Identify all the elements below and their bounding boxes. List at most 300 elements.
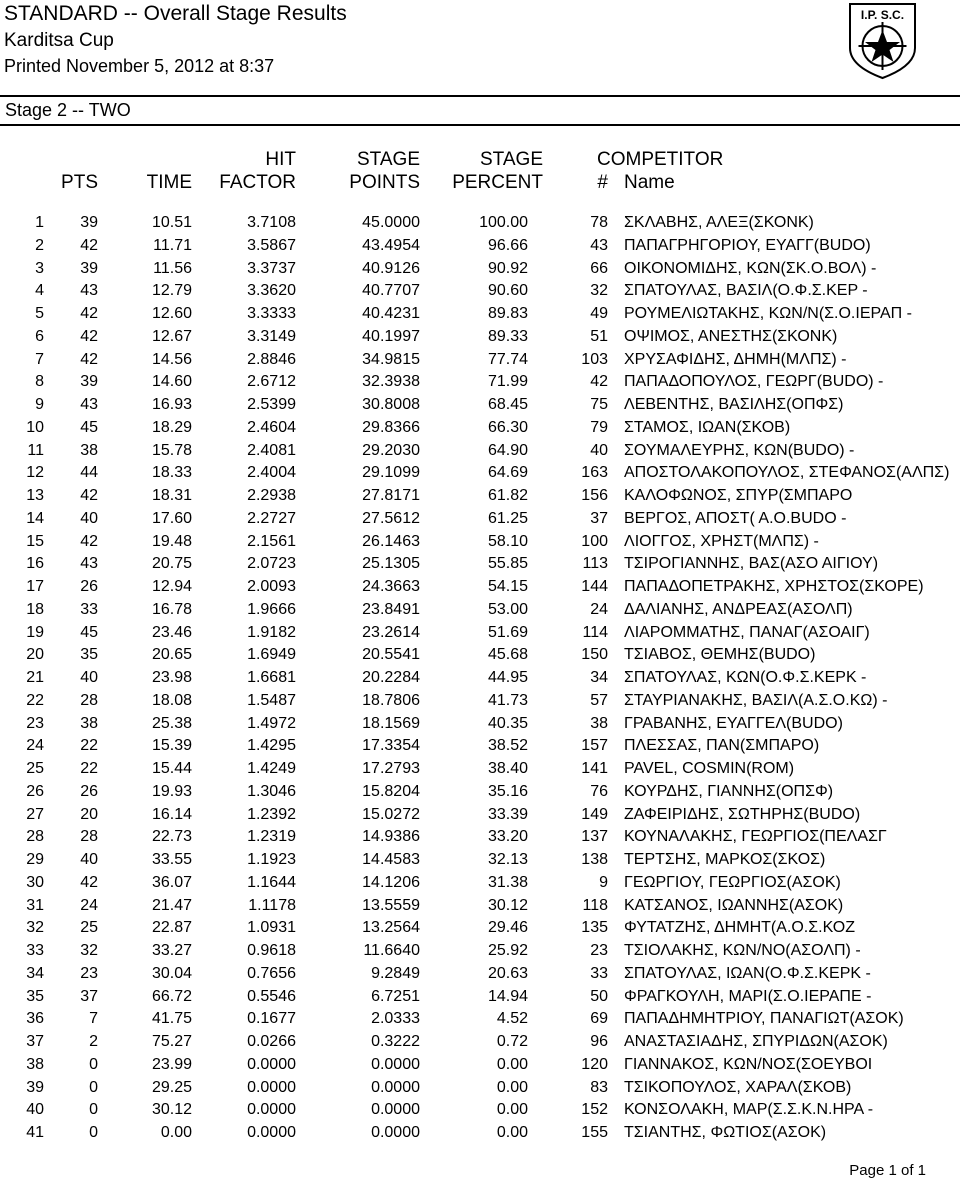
competitor-number-cell: 24 — [590, 600, 608, 618]
time-cell: 11.56 — [153, 259, 192, 277]
competitor-number-cell: 9 — [599, 873, 608, 891]
pts-cell: 20 — [80, 805, 98, 823]
stage-percent-cell: 0.00 — [496, 1055, 528, 1073]
col-competitor: COMPETITOR — [597, 149, 724, 170]
time-cell: 36.07 — [151, 873, 192, 891]
pts-cell: 40 — [80, 851, 98, 868]
stage-percent-cell: 61.25 — [487, 509, 528, 527]
competitor-name-cell: ΧΡΥΣΑΦΙΔΗΣ, ΔΗΜΗ(ΜΛΠΣ) - — [624, 350, 847, 368]
place-cell: 1 — [35, 214, 44, 231]
competitor-name-cell: ΒΕΡΓΟΣ, ΑΠΟΣΤ( Α.Ο.BUDO - — [624, 509, 847, 527]
pts-cell: 28 — [80, 691, 98, 709]
time-cell: 23.99 — [151, 1055, 192, 1073]
table-row — [0, 439, 960, 462]
competitor-name-cell: ΠΑΠΑΓΡΗΓΟΡΙΟΥ, ΕΥΑΓΓ(BUDO) — [624, 236, 871, 254]
time-cell: 16.93 — [151, 396, 192, 413]
hit-factor-cell: 1.3046 — [247, 782, 296, 800]
place-cell: 6 — [35, 327, 44, 345]
printed-date: Printed November 5, 2012 at 8:37 — [4, 56, 275, 76]
stage-points-cell: 13.2564 — [362, 919, 420, 937]
competitor-number-cell: 42 — [590, 373, 608, 391]
place-cell: 34 — [26, 964, 44, 982]
place-cell: 21 — [26, 669, 44, 686]
table-row — [0, 712, 960, 735]
place-cell: 41 — [26, 1124, 44, 1141]
pts-cell: 22 — [80, 737, 98, 755]
competitor-name-cell: ΤΣΙΟΛΑΚΗΣ, ΚΩΝ/ΝΟ(ΑΣΟΛΠ) - — [624, 942, 861, 959]
time-cell: 19.93 — [151, 782, 192, 800]
pts-cell: 0 — [89, 1078, 98, 1096]
place-cell: 23 — [26, 714, 44, 732]
competitor-name-cell: ΡΟΥΜΕΛΙΩΤΑΚΗΣ, ΚΩΝ/Ν(Σ.Ο.ΙΕΡΑΠ - — [624, 305, 912, 322]
place-cell: 36 — [26, 1010, 44, 1028]
competitor-name-cell: ΚΑΛΟΦΩΝΟΣ, ΣΠΥΡ(ΣΜΠΑΡΟ — [624, 487, 853, 504]
competitor-name-cell: ΔΑΛΙΑΝΗΣ, ΑΝΔΡΕΑΣ(ΑΣΟΛΠ) — [624, 600, 853, 618]
pts-cell: 22 — [80, 760, 98, 777]
stage-points-cell: 2.0333 — [371, 1010, 420, 1028]
time-cell: 12.94 — [151, 578, 192, 595]
competitor-number-cell: 114 — [582, 623, 608, 641]
competitor-name-cell: ΠΛΕΣΣΑΣ, ΠΑΝ(ΣΜΠΑΡΟ) — [624, 737, 820, 755]
place-cell: 27 — [26, 805, 44, 823]
competitor-number-cell: 155 — [581, 1124, 608, 1141]
stage-percent-cell: 89.33 — [487, 327, 528, 345]
competitor-number-cell: 51 — [590, 327, 608, 345]
competitor-number-cell: 157 — [581, 737, 608, 755]
stage-points-cell: 23.8491 — [362, 600, 420, 618]
competitor-number-cell: 120 — [581, 1055, 608, 1073]
hit-factor-cell: 3.3620 — [247, 282, 296, 300]
place-cell: 20 — [26, 646, 44, 664]
hit-factor-cell: 0.0000 — [247, 1055, 296, 1073]
pts-cell: 43 — [80, 555, 98, 573]
stage-percent-cell: 38.52 — [487, 737, 528, 755]
pts-cell: 38 — [80, 441, 98, 459]
hit-factor-cell: 0.0000 — [247, 1078, 296, 1096]
time-cell: 33.55 — [151, 851, 192, 868]
table-row — [0, 302, 960, 325]
col-hit-factor-line2: FACTOR — [219, 172, 296, 193]
table-row — [0, 939, 960, 962]
place-cell: 8 — [35, 373, 44, 391]
place-cell: 3 — [35, 259, 44, 277]
hit-factor-cell: 1.0931 — [247, 919, 296, 937]
hit-factor-cell: 1.6949 — [247, 646, 296, 664]
competitor-name-cell: ΚΟΝΣΟΛΑΚΗ, ΜΑΡ(Σ.Σ.Κ.Ν.ΗΡΑ - — [624, 1101, 874, 1119]
hit-factor-cell: 1.9182 — [247, 623, 296, 641]
hit-factor-cell: 1.1178 — [248, 896, 296, 914]
stage-points-cell: 30.8008 — [362, 396, 420, 413]
stage-points-cell: 0.0000 — [371, 1101, 420, 1119]
pts-cell: 33 — [80, 600, 98, 618]
stage-points-cell: 6.7251 — [371, 987, 420, 1005]
competitor-name-cell: ΣΤΑΥΡΙΑΝΑΚΗΣ, ΒΑΣΙΛ(Α.Σ.Ο.ΚΩ) - — [624, 691, 888, 709]
pts-cell: 45 — [80, 418, 98, 436]
time-cell: 22.87 — [151, 919, 192, 937]
col-stage-percent-line1: STAGE — [480, 149, 543, 170]
col-name: Name — [624, 172, 675, 193]
stage-percent-cell: 90.92 — [487, 259, 528, 277]
place-cell: 19 — [26, 623, 44, 641]
stage-percent-cell: 96.66 — [487, 236, 528, 254]
competitor-name-cell: ΑΝΑΣΤΑΣΙΑΔΗΣ, ΣΠΥΡΙΔΩΝ(ΑΣΟΚ) — [624, 1033, 888, 1050]
time-cell: 14.56 — [151, 350, 192, 368]
competitor-name-cell: ΠΑΠΑΔΟΠΕΤΡΑΚΗΣ, ΧΡΗΣΤΟΣ(ΣΚΟΡΕ) — [624, 578, 924, 595]
hit-factor-cell: 2.0723 — [247, 555, 296, 573]
table-row — [0, 1053, 960, 1076]
stage-points-cell: 20.2284 — [362, 669, 420, 686]
place-cell: 11 — [27, 441, 44, 459]
place-cell: 14 — [26, 509, 44, 527]
competitor-number-cell: 33 — [590, 964, 608, 982]
stage-percent-cell: 66.30 — [487, 418, 528, 436]
hit-factor-cell: 3.3737 — [247, 259, 296, 277]
competitor-number-cell: 23 — [590, 942, 608, 959]
hit-factor-cell: 1.4249 — [247, 760, 296, 777]
competitor-name-cell: ΓΕΩΡΓΙΟΥ, ΓΕΩΡΓΙΟΣ(ΑΣΟΚ) — [624, 873, 841, 891]
stage-points-cell: 29.8366 — [362, 418, 420, 436]
hit-factor-cell: 2.4081 — [247, 441, 296, 459]
stage-percent-cell: 33.20 — [487, 828, 528, 846]
hit-factor-cell: 2.0093 — [247, 578, 296, 595]
competitor-name-cell: ΖΑΦΕΙΡΙΔΗΣ, ΣΩΤΗΡΗΣ(BUDO) — [624, 805, 861, 823]
competitor-name-cell: ΦΥΤΑΤΖΗΣ, ΔΗΜΗΤ(Α.Ο.Σ.ΚΟΖ — [624, 919, 855, 937]
time-cell: 66.72 — [151, 987, 192, 1005]
stage-percent-cell: 45.68 — [487, 646, 528, 664]
stage-percent-cell: 53.00 — [487, 600, 528, 618]
table-row — [0, 211, 960, 234]
competitor-name-cell: ΣΠΑΤΟΥΛΑΣ, ΒΑΣΙΛ(Ο.Φ.Σ.ΚΕΡ - — [624, 282, 868, 300]
hit-factor-cell: 2.5399 — [247, 396, 296, 413]
time-cell: 12.67 — [151, 327, 192, 345]
competitor-number-cell: 144 — [581, 578, 608, 595]
pts-cell: 40 — [80, 669, 98, 686]
svg-text:I.P. S.C.: I.P. S.C. — [860, 8, 905, 22]
competitor-name-cell: PAVEL, COSMIN(ROM) — [624, 760, 795, 777]
table-row — [0, 325, 960, 348]
stage-percent-cell: 44.95 — [487, 669, 528, 686]
competitor-number-cell: 49 — [590, 305, 608, 322]
place-cell: 12 — [26, 464, 44, 482]
hit-factor-cell: 3.3149 — [247, 327, 296, 345]
table-row — [0, 348, 960, 371]
stage-points-cell: 14.4583 — [362, 851, 420, 868]
col-number: # — [597, 172, 608, 193]
competitor-name-cell: ΤΣΙΑΒΟΣ, ΘΕΜΗΣ(BUDO) — [624, 646, 816, 664]
stage-percent-cell: 64.69 — [487, 464, 528, 482]
competitor-number-cell: 138 — [581, 851, 608, 868]
stage-points-cell: 18.1569 — [362, 714, 420, 732]
stage-points-cell: 40.4231 — [362, 305, 420, 322]
competitor-number-cell: 152 — [581, 1101, 608, 1119]
pts-cell: 42 — [80, 487, 98, 504]
pts-cell: 42 — [80, 236, 98, 254]
competitor-number-cell: 83 — [590, 1078, 608, 1096]
competitor-name-cell: ΛΕΒΕΝΤΗΣ, ΒΑΣΙΛΗΣ(ΟΠΦΣ) — [624, 396, 844, 413]
competitor-number-cell: 96 — [590, 1033, 608, 1050]
table-row — [0, 1098, 960, 1121]
table-row — [0, 780, 960, 803]
stage-percent-cell: 41.73 — [487, 691, 528, 709]
competitor-number-cell: 66 — [590, 259, 608, 277]
stage-points-cell: 27.5612 — [362, 509, 420, 527]
competitor-number-cell: 50 — [590, 987, 608, 1005]
competitor-name-cell: ΤΣΙΚΟΠΟΥΛΟΣ, ΧΑΡΑΛ(ΣΚΟΒ) — [624, 1078, 852, 1096]
table-row — [0, 1007, 960, 1030]
place-cell: 40 — [26, 1101, 44, 1119]
competitor-name-cell: ΛΙΟΓΓΟΣ, ΧΡΗΣΤ(ΜΛΠΣ) - — [624, 532, 819, 550]
place-cell: 31 — [26, 896, 44, 914]
table-row — [0, 643, 960, 666]
hit-factor-cell: 0.1677 — [247, 1010, 296, 1028]
table-row — [0, 393, 960, 416]
time-cell: 22.73 — [151, 828, 192, 846]
hit-factor-cell: 2.2938 — [247, 487, 296, 504]
competitor-number-cell: 135 — [581, 919, 608, 937]
pts-cell: 32 — [80, 942, 98, 959]
stage-percent-cell: 0.00 — [496, 1078, 528, 1096]
page-title: STANDARD -- Overall Stage Results — [4, 2, 347, 25]
competitor-number-cell: 75 — [590, 396, 608, 413]
table-row — [0, 1121, 960, 1144]
place-cell: 15 — [26, 532, 44, 550]
table-row — [0, 916, 960, 939]
stage-percent-cell: 90.60 — [487, 282, 528, 300]
stage-percent-cell: 77.74 — [487, 350, 528, 368]
hit-factor-cell: 0.0266 — [247, 1033, 296, 1050]
time-cell: 18.29 — [151, 418, 192, 436]
hit-factor-cell: 2.1561 — [247, 532, 296, 550]
place-cell: 18 — [26, 600, 44, 618]
pts-cell: 38 — [80, 714, 98, 732]
competitor-number-cell: 78 — [590, 214, 608, 231]
competitor-name-cell: ΚΑΤΣΑΝΟΣ, ΙΩΑΝΝΗΣ(ΑΣΟΚ) — [624, 896, 844, 914]
place-cell: 9 — [35, 396, 44, 413]
pts-cell: 7 — [89, 1010, 98, 1028]
time-cell: 15.39 — [151, 737, 192, 755]
pts-cell: 42 — [80, 873, 98, 891]
table-row — [0, 689, 960, 712]
match-name: Karditsa Cup — [4, 30, 114, 51]
stage-percent-cell: 38.40 — [487, 760, 528, 777]
stage-percent-cell: 32.13 — [487, 851, 528, 868]
stage-percent-cell: 20.63 — [487, 964, 528, 982]
place-cell: 25 — [26, 760, 44, 777]
hit-factor-cell: 0.7656 — [247, 964, 296, 982]
place-cell: 33 — [26, 942, 44, 959]
time-cell: 10.51 — [151, 214, 192, 231]
table-row — [0, 962, 960, 985]
pts-cell: 37 — [80, 987, 98, 1005]
competitor-number-cell: 118 — [582, 896, 608, 914]
stage-points-cell: 15.0272 — [362, 805, 420, 823]
stage-points-cell: 0.0000 — [371, 1124, 420, 1141]
col-stage-percent-line2: PERCENT — [452, 172, 543, 193]
competitor-number-cell: 32 — [590, 282, 608, 300]
hit-factor-cell: 2.2727 — [247, 509, 296, 527]
time-cell: 20.65 — [151, 646, 192, 664]
table-row — [0, 461, 960, 484]
pts-cell: 0 — [89, 1124, 98, 1141]
time-cell: 16.14 — [151, 805, 192, 823]
time-cell: 17.60 — [151, 509, 192, 527]
time-cell: 41.75 — [151, 1010, 192, 1028]
stage-percent-cell: 4.52 — [496, 1010, 528, 1028]
stage-percent-cell: 58.10 — [487, 532, 528, 550]
table-row — [0, 825, 960, 848]
time-cell: 20.75 — [151, 555, 192, 573]
hit-factor-cell: 1.2319 — [247, 828, 296, 846]
competitor-number-cell: 156 — [581, 487, 608, 504]
stage-percent-cell: 61.82 — [487, 487, 528, 504]
table-row — [0, 370, 960, 393]
pts-cell: 39 — [80, 373, 98, 391]
competitor-name-cell: ΦΡΑΓΚΟΥΛΗ, ΜΑΡΙ(Σ.Ο.ΙΕΡΑΠΕ - — [624, 987, 872, 1005]
hit-factor-cell: 1.4972 — [247, 714, 296, 732]
time-cell: 15.78 — [151, 441, 192, 459]
stage-percent-cell: 0.00 — [496, 1124, 528, 1141]
stage-points-cell: 9.2849 — [371, 964, 420, 982]
stage-points-cell: 20.5541 — [362, 646, 420, 664]
table-row — [0, 985, 960, 1008]
stage-percent-cell: 0.00 — [496, 1101, 528, 1119]
stage-percent-cell: 54.15 — [487, 578, 528, 595]
pts-cell: 24 — [80, 896, 98, 914]
page-number: Page 1 of 1 — [849, 1162, 926, 1179]
time-cell: 11.71 — [153, 236, 192, 254]
hit-factor-cell: 0.0000 — [247, 1101, 296, 1119]
time-cell: 75.27 — [151, 1033, 192, 1050]
pts-cell: 39 — [80, 214, 98, 231]
pts-cell: 26 — [80, 782, 98, 800]
stage-points-cell: 17.3354 — [362, 737, 420, 755]
place-cell: 28 — [26, 828, 44, 846]
hit-factor-cell: 2.6712 — [247, 373, 296, 391]
table-row — [0, 621, 960, 644]
time-cell: 23.98 — [151, 669, 192, 686]
time-cell: 25.38 — [151, 714, 192, 732]
time-cell: 30.04 — [151, 964, 192, 982]
competitor-number-cell: 37 — [590, 509, 608, 527]
pts-cell: 28 — [80, 828, 98, 846]
pts-cell: 35 — [80, 646, 98, 664]
competitor-name-cell: ΣΤΑΜΟΣ, ΙΩΑΝ(ΣΚΟΒ) — [624, 418, 791, 436]
competitor-name-cell: ΑΠΟΣΤΟΛΑΚΟΠΟΥΛΟΣ, ΣΤΕΦΑΝΟΣ(ΑΛΠΣ) — [624, 464, 950, 482]
competitor-number-cell: 100 — [581, 532, 608, 550]
col-time: TIME — [146, 172, 192, 193]
time-cell: 18.31 — [151, 487, 192, 504]
stage-points-cell: 25.1305 — [362, 555, 420, 573]
table-row — [0, 803, 960, 826]
place-cell: 32 — [26, 919, 44, 937]
stage-points-cell: 0.0000 — [371, 1055, 420, 1073]
place-cell: 4 — [35, 282, 44, 300]
time-cell: 19.48 — [151, 532, 192, 550]
table-row — [0, 234, 960, 257]
stage-points-cell: 29.2030 — [362, 441, 420, 459]
competitor-number-cell: 79 — [590, 418, 608, 436]
table-row — [0, 666, 960, 689]
stage-points-cell: 29.1099 — [362, 464, 420, 482]
place-cell: 22 — [26, 691, 44, 709]
competitor-name-cell: ΤΣΙΑΝΤΗΣ, ΦΩΤΙΟΣ(ΑΣΟΚ) — [624, 1124, 827, 1141]
stage-points-cell: 45.0000 — [362, 214, 420, 231]
time-cell: 18.33 — [151, 464, 192, 482]
place-cell: 5 — [35, 305, 44, 322]
hit-factor-cell: 2.4004 — [247, 464, 296, 482]
stage-points-cell: 15.8204 — [362, 782, 420, 800]
stage-percent-cell: 0.72 — [496, 1033, 528, 1050]
hit-factor-cell: 1.9666 — [247, 600, 296, 618]
time-cell: 18.08 — [151, 691, 192, 709]
competitor-number-cell: 113 — [582, 555, 608, 573]
stage-points-cell: 11.6640 — [363, 942, 420, 959]
competitor-name-cell: ΓΙΑΝΝΑΚΟΣ, ΚΩΝ/ΝΟΣ(ΣΟΕΥΒΟΙ — [624, 1055, 873, 1073]
hit-factor-cell: 1.4295 — [247, 737, 296, 755]
pts-cell: 39 — [80, 259, 98, 277]
hit-factor-cell: 3.5867 — [247, 236, 296, 254]
competitor-name-cell: ΤΣΙΡΟΓΙΑΝΝΗΣ, ΒΑΣ(ΑΣΟ ΑΙΓΙΟΥ) — [624, 555, 879, 573]
stage-points-cell: 40.1997 — [362, 327, 420, 345]
place-cell: 24 — [26, 737, 44, 755]
competitor-number-cell: 40 — [590, 441, 608, 459]
stage-points-cell: 13.5559 — [362, 896, 420, 914]
pts-cell: 0 — [89, 1101, 98, 1119]
hit-factor-cell: 3.7108 — [247, 214, 296, 231]
place-cell: 26 — [26, 782, 44, 800]
competitor-number-cell: 69 — [590, 1010, 608, 1028]
hit-factor-cell: 1.1923 — [247, 851, 296, 868]
place-cell: 16 — [26, 555, 44, 573]
hit-factor-cell: 1.1644 — [247, 873, 296, 891]
table-row — [0, 575, 960, 598]
competitor-number-cell: 57 — [590, 691, 608, 709]
place-cell: 39 — [26, 1078, 44, 1096]
hit-factor-cell: 0.5546 — [247, 987, 296, 1005]
time-cell: 12.79 — [151, 282, 192, 300]
ipsc-logo-icon — [845, 0, 920, 80]
competitor-name-cell: ΣΟΥΜΑΛΕΥΡΗΣ, ΚΩΝ(BUDO) - — [624, 441, 855, 459]
place-cell: 35 — [26, 987, 44, 1005]
table-row — [0, 1076, 960, 1099]
competitor-number-cell: 38 — [590, 714, 608, 732]
table-row — [0, 848, 960, 871]
time-cell: 21.47 — [151, 896, 192, 914]
col-stage-points-line1: STAGE — [357, 149, 420, 170]
pts-cell: 45 — [80, 623, 98, 641]
stage-points-cell: 0.0000 — [371, 1078, 420, 1096]
stage-percent-cell: 35.16 — [487, 782, 528, 800]
col-stage-points-line2: POINTS — [349, 172, 420, 193]
pts-cell: 42 — [80, 327, 98, 345]
time-cell: 16.78 — [151, 600, 192, 618]
hit-factor-cell: 1.5487 — [247, 691, 296, 709]
table-row — [0, 598, 960, 621]
competitor-name-cell: ΓΡΑΒΑΝΗΣ, ΕΥΑΓΓΕΛ(BUDO) — [624, 714, 843, 732]
table-row — [0, 530, 960, 553]
pts-cell: 23 — [80, 964, 98, 982]
table-row — [0, 416, 960, 439]
stage-points-cell: 26.1463 — [362, 532, 420, 550]
competitor-name-cell: ΟΨΙΜΟΣ, ΑΝΕΣΤΗΣ(ΣΚΟΝΚ) — [624, 327, 838, 345]
table-row — [0, 552, 960, 575]
stage-percent-cell: 29.46 — [487, 919, 528, 937]
competitor-name-cell: ΛΙΑΡΟΜΜΑΤΗΣ, ΠΑΝΑΓ(ΑΣΟΑΙΓ) — [624, 623, 870, 641]
place-cell: 17 — [26, 578, 44, 595]
stage-percent-cell: 68.45 — [487, 396, 528, 413]
competitor-number-cell: 103 — [581, 350, 608, 368]
hit-factor-cell: 0.9618 — [247, 942, 296, 959]
